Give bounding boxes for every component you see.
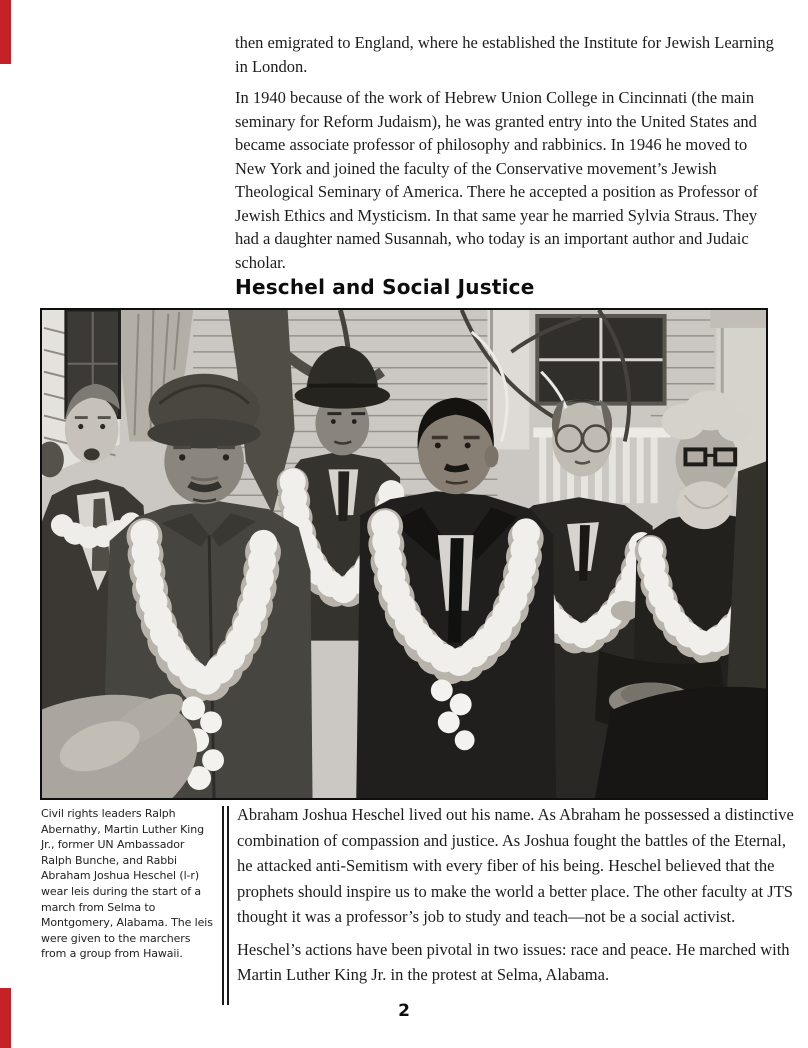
intro-paragraph-2: In 1940 because of the work of Hebrew Union College in Cincinnati (the main seminary for Reform Judaism), he was granted entry into the United States and became associate professor of philosophy and rabbinics. In 1946 he moved to New York and joined the faculty of the Conservative movement’s Jewish Theological Seminary of America. There he accepted a position as Professor of Jewish Ethics and Mysticism. In that same year he married Sylvia Straus. They had a daughter named Susannah, who today is an important author and Judaic scholar. [235,88,758,272]
photo-caption: Civil rights leaders Ralph Abernathy, Martin Luther King Jr., former UN Ambassador Ralph Bunche, and Rabbi Abraham Joshua Heschel (l-r) wear leis during the start of a march from Selma to Montgomery, Alabama. The leis were given to the marchers from a group from Hawaii. [41,807,213,961]
section-heading: Heschel and Social Justice [235,275,535,299]
body-paragraph-2: Heschel’s actions have been pivotal in two issues: race and peace. He marched with Martin Luther King Jr. in the protest at Selma, Alabama. [237,939,790,984]
red-accent-bar-top [0,0,11,64]
body-paragraph-1: Abraham Joshua Heschel lived out his name. As Abraham he possessed a distinctive combination of compassion and justice. As Joshua fought the battles of the Eternal, he attacked anti-Semitism with every fiber of his being. Heschel believed that the prophets should inspire us to make the world a better place. The other faculty at JTS thought it was a professor’s job to study and teach—not be a social activist. [237,805,794,926]
intro-paragraph-1: then emigrated to England, where he established the Institute for Jewish Learning in London. [235,33,774,76]
intro-text-block [235,31,781,282]
caption-divider-rule [222,806,229,1005]
page-number: 2 [398,1001,410,1021]
photo-selma-march [40,308,768,800]
body-text-block [237,802,803,995]
photo-selma-march-illustration [42,310,766,798]
